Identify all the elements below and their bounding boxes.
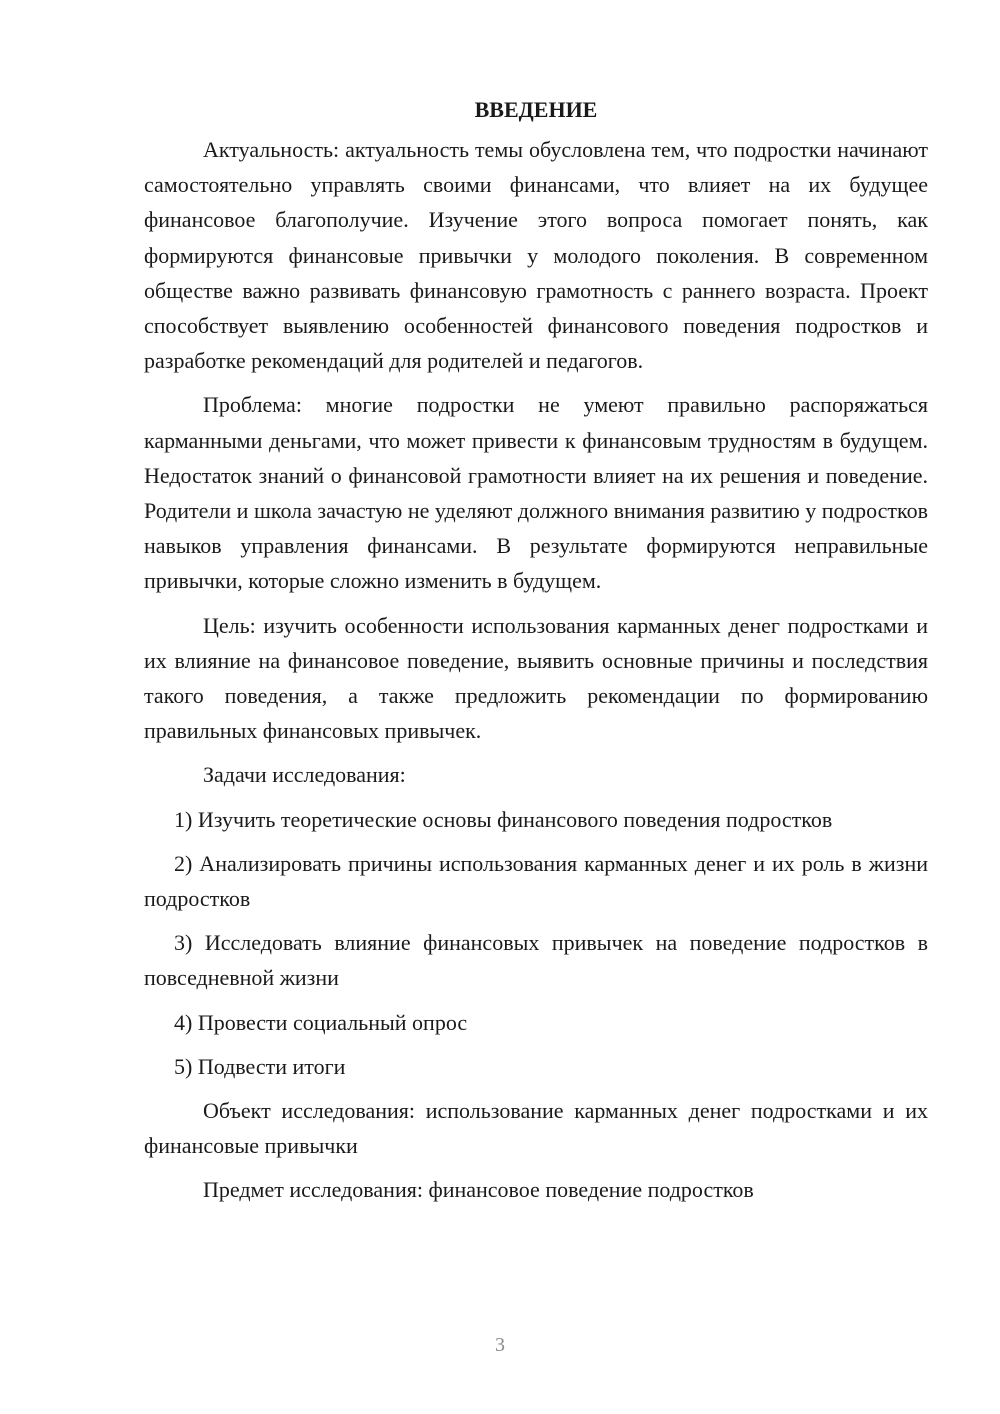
subject-paragraph: Предмет исследования: финансовое поведение подростков: [203, 1177, 754, 1203]
document-body: [144, 92, 928, 1217]
task-item-1: 1) Изучить теоретические основы финансового поведения подростков: [174, 806, 833, 832]
task-item-3: 3) Исследовать влияние финансовых привычек на поведение подростков в повседневной жизни: [144, 930, 928, 991]
problem-paragraph: Проблема: многие подростки не умеют правильно распоряжаться карманными деньгами, что может привести к финансовым трудностям в будущем. Недостаток знаний о финансовой грамотности влияет на их решения и поведение. Родители и школа зачастую не уделяют должного внимания развитию у подростков навыков управления финансами. В результате формируются неправильные привычки, которые сложно изменить в будущем.: [144, 392, 928, 594]
tasks-heading: Задачи исследования:: [203, 762, 406, 788]
page-title: ВВЕДЕНИЕ: [474, 97, 598, 122]
task-item-5: 5) Подвести итоги: [174, 1053, 346, 1079]
task-item-2: 2) Анализировать причины использования карманных денег и их роль в жизни подростков: [144, 850, 928, 912]
page-number: 3: [495, 1334, 505, 1356]
task-item-4: 4) Провести социальный опрос: [174, 1009, 468, 1035]
goal-paragraph: Цель: изучить особенности использования карманных денег подростками и их влияние на финансовое поведение, выявить основные причины и последствия такого поведения, а также предложить рекомендации по формированию правильных финансовых привычек.: [144, 612, 928, 744]
object-paragraph: Объект исследования: использование карманных денег подростками и их финансовые привычки: [144, 1098, 928, 1159]
relevance-paragraph: Актуальность: актуальность темы обусловлена тем, что подростки начинают самостоятельно управлять своими финансами, что влияет на их будущее финансовое благополучие. Изучение этого вопроса помогает понять, как формируются финансовые привычки у молодого поколения. В современном обществе важно развивать финансовую грамотность с раннего возраста. Проект способствует выявлению особенностей финансового поведения подростков и разработке рекомендаций для родителей и педагогов.: [144, 137, 928, 374]
